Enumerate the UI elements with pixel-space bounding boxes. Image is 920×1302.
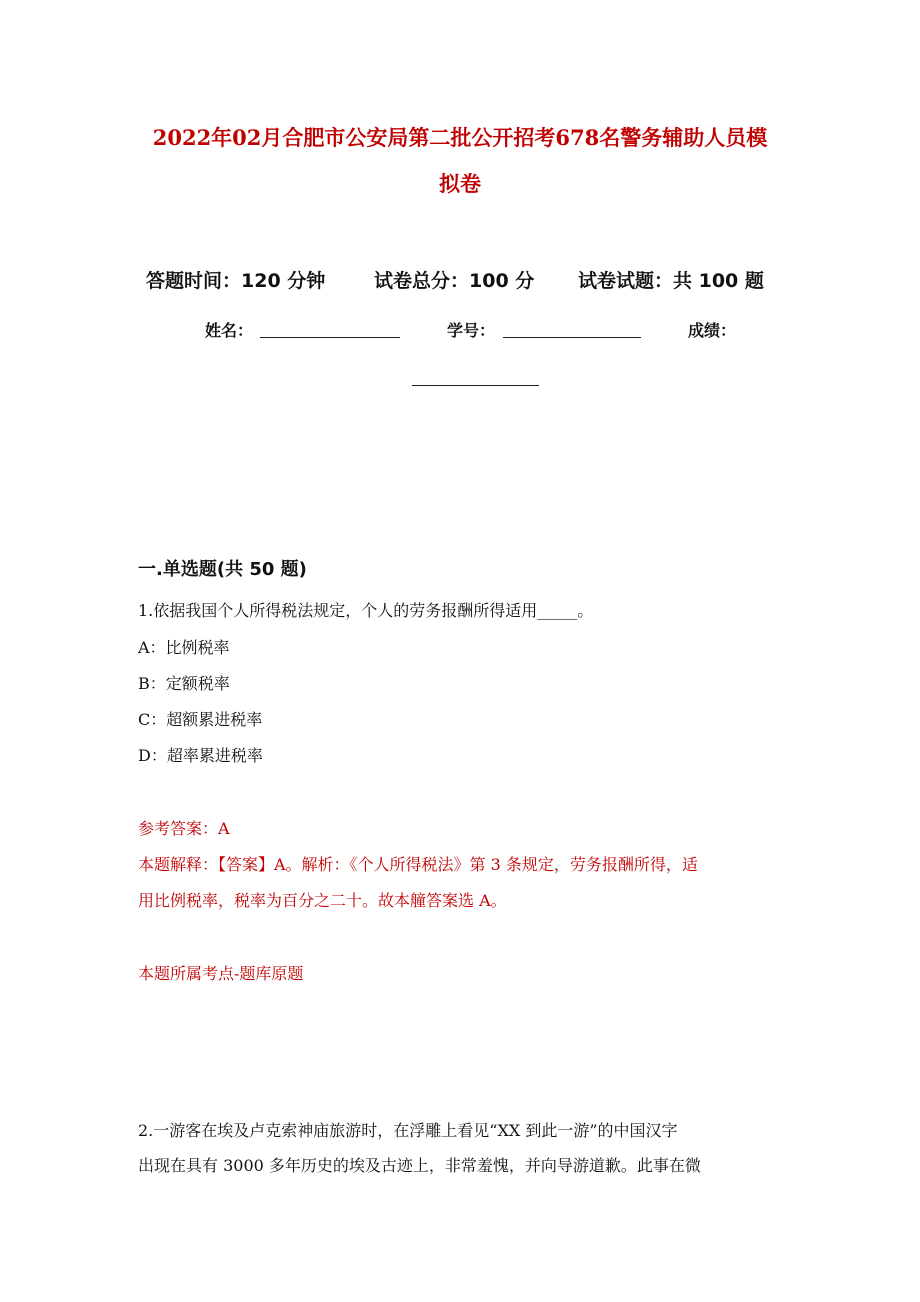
question-1-option-d: D：超率累进税率	[138, 746, 263, 765]
exam-total-score: 试卷总分：100 分	[374, 270, 535, 292]
exam-question-count: 试卷试题：共 100 题	[578, 270, 764, 292]
name-label: 姓名：	[205, 321, 254, 340]
exam-duration: 答题时间：120 分钟	[146, 270, 326, 292]
exam-title-line-2: 拟卷	[439, 171, 481, 196]
question-1-option-a: A：比例税率	[138, 638, 230, 657]
section-heading: 一.单选题(共 50 题)	[138, 559, 307, 580]
question-2-stem-line-1: 2.一游客在埃及卢克索神庙旅游时，在浮雕上看见“XX 到此一游”的中国汉字	[138, 1121, 678, 1140]
question-1-option-c: C：超额累进税率	[138, 710, 263, 729]
name-blank-line[interactable]	[260, 337, 400, 338]
score-blank-line[interactable]	[412, 385, 539, 386]
question-1-explanation-line-1: 本题解释：【答案】A。解析：《个人所得税法》第 3 条规定，劳务报酬所得，适	[138, 855, 698, 874]
student-id-blank-line[interactable]	[503, 337, 641, 338]
question-1-explanation-line-2: 用比例税率，税率为百分之二十。故本艟答案选 A。	[138, 891, 507, 910]
question-1-answer: 参考答案：A	[138, 819, 230, 838]
question-1-stem: 1.依据我国个人所得税法规定，个人的劳务报酬所得适用_____。	[138, 601, 594, 620]
score-label: 成绩：	[688, 321, 737, 340]
question-1-topic: 本题所属考点-题库原题	[138, 964, 304, 983]
question-1-option-b: B：定额税率	[138, 674, 230, 693]
question-2-stem-line-2: 出现在具有 3000 多年历史的埃及古迹上，非常羞愧，并向导游道歉。此事在微	[138, 1156, 701, 1175]
student-id-label: 学号：	[447, 321, 496, 340]
exam-title-line-1: 2022年02月合肥市公安局第二批公开招考678名警务辅助人员模	[152, 125, 768, 150]
